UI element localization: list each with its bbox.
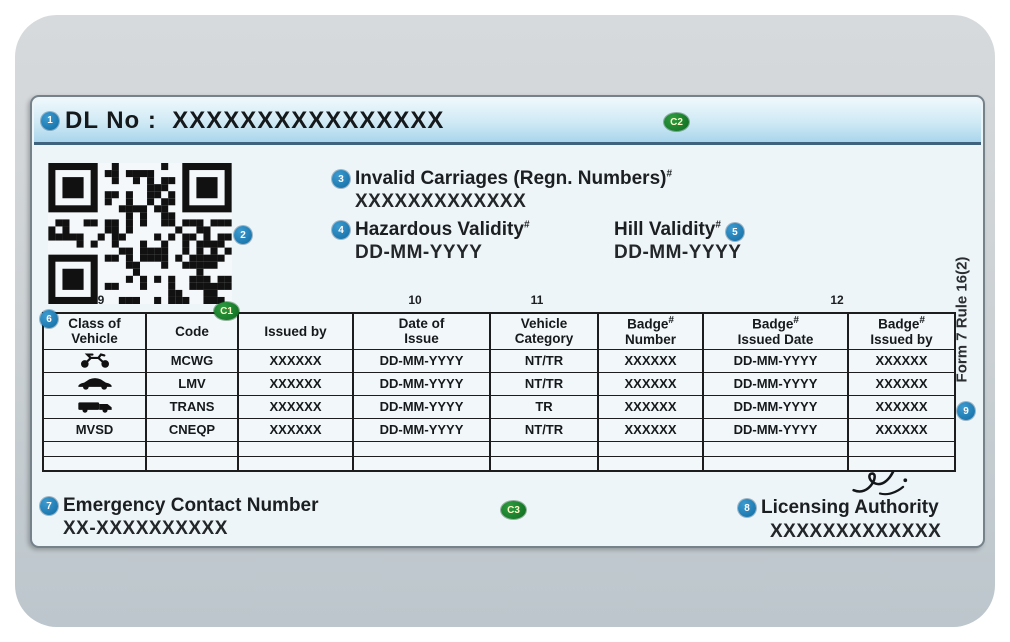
table-row-lmv — [43, 372, 955, 395]
cell-vehicle-class: MVSD — [43, 418, 146, 441]
cell-badge-number: XXXXXX — [598, 372, 703, 395]
cell-issued-by: XXXXXX — [238, 418, 353, 441]
cell-category: NT/TR — [490, 349, 598, 372]
badge-c2: C2 — [664, 113, 689, 131]
table-empty-cell — [490, 441, 598, 456]
cell-date-of-issue: DD-MM-YYYY — [353, 418, 490, 441]
badge-5: 5 — [726, 223, 744, 241]
table-empty-cell — [238, 441, 353, 456]
licensing-authority-value: XXXXXXXXXXXXX — [770, 521, 942, 542]
cell-code: MCWG — [146, 349, 238, 372]
badge-c3: C3 — [501, 501, 526, 519]
table-header-row — [43, 313, 955, 349]
ref-number-11: 11 — [530, 293, 544, 307]
qr-code — [48, 163, 232, 304]
car-icon — [43, 372, 146, 395]
emergency-contact-value: XX-XXXXXXXXXX — [63, 518, 228, 539]
form-rule-note: Form 7 Rule 16(2) — [953, 256, 971, 382]
table-row-trans — [43, 395, 955, 418]
badge-7: 7 — [40, 497, 58, 515]
table-empty-cell — [703, 456, 848, 471]
motorcycle-icon — [43, 349, 146, 372]
badge-6: 6 — [40, 310, 58, 328]
table-empty-cell — [703, 441, 848, 456]
table-empty-cell — [598, 456, 703, 471]
badge-2: 2 — [234, 226, 252, 244]
invalid-carriages-row — [332, 168, 672, 190]
cell-badge-issued-date: DD-MM-YYYY — [703, 395, 848, 418]
hazardous-validity-label: Hazardous Validity# — [355, 219, 530, 240]
invalid-carriages-value: XXXXXXXXXXXXX — [355, 191, 527, 212]
truck-icon — [43, 395, 146, 418]
col-badge-issued-by: Badge# Issued by — [848, 313, 955, 349]
dl-number-value: XXXXXXXXXXXXXXXX — [172, 106, 445, 134]
licensing-authority-label: Licensing Authority — [761, 497, 939, 518]
badge-9: 9 — [957, 402, 975, 420]
dl-number-band — [34, 99, 981, 145]
cell-issued-by: XXXXXX — [238, 395, 353, 418]
cell-category: NT/TR — [490, 418, 598, 441]
driving-licence-card — [30, 95, 985, 548]
table-empty-cell — [490, 456, 598, 471]
table-empty-row — [43, 441, 955, 456]
cell-badge-issued-date: DD-MM-YYYY — [703, 418, 848, 441]
cell-issued-by: XXXXXX — [238, 349, 353, 372]
cell-date-of-issue: DD-MM-YYYY — [353, 372, 490, 395]
signature-icon — [847, 467, 913, 498]
badge-4: 4 — [332, 221, 350, 239]
dl-number-label: DL No : XXXXXXXXXXXXXXXX — [65, 106, 445, 134]
licensing-authority-row — [738, 497, 939, 519]
table-row-mvsd — [43, 418, 955, 441]
cell-category: TR — [490, 395, 598, 418]
table-empty-cell — [238, 456, 353, 471]
table-empty-cell — [848, 441, 955, 456]
table-empty-cell — [598, 441, 703, 456]
hazardous-validity-value: DD-MM-YYYY — [355, 242, 483, 263]
col-badge-number: Badge# Number — [598, 313, 703, 349]
ref-number-9: 9 — [97, 293, 105, 307]
table-empty-cell — [43, 441, 146, 456]
col-class-of-vehicle: Class of Vehicle — [43, 313, 146, 349]
emergency-contact-row — [40, 495, 319, 517]
cell-category: NT/TR — [490, 372, 598, 395]
table-empty-cell — [43, 456, 146, 471]
cell-badge-issued-by: XXXXXX — [848, 418, 955, 441]
ref-number-10: 10 — [408, 293, 422, 307]
hill-validity-row — [614, 219, 744, 241]
col-issued-by: Issued by — [238, 313, 353, 349]
table-empty-cell — [146, 441, 238, 456]
table-empty-row — [43, 456, 955, 471]
hill-validity-value: DD-MM-YYYY — [614, 242, 742, 263]
emergency-contact-label: Emergency Contact Number — [63, 495, 319, 516]
cell-date-of-issue: DD-MM-YYYY — [353, 395, 490, 418]
cell-badge-issued-by: XXXXXX — [848, 349, 955, 372]
badge-3: 3 — [332, 170, 350, 188]
cell-badge-number: XXXXXX — [598, 418, 703, 441]
ref-number-12: 12 — [830, 293, 844, 307]
col-badge-issued-date: Badge# Issued Date — [703, 313, 848, 349]
invalid-carriages-label: Invalid Carriages (Regn. Numbers)# — [355, 168, 673, 189]
cell-badge-issued-date: DD-MM-YYYY — [703, 372, 848, 395]
badge-c1: C1 — [214, 302, 239, 320]
table-row-mcwg — [43, 349, 955, 372]
cell-date-of-issue: DD-MM-YYYY — [353, 349, 490, 372]
cell-code: CNEQP — [146, 418, 238, 441]
cell-badge-number: XXXXXX — [598, 395, 703, 418]
badge-8: 8 — [738, 499, 756, 517]
badge-1: 1 — [41, 112, 59, 130]
table-empty-cell — [146, 456, 238, 471]
cell-badge-issued-by: XXXXXX — [848, 395, 955, 418]
col-date-of-issue: Date of Issue — [353, 313, 490, 349]
cell-badge-issued-date: DD-MM-YYYY — [703, 349, 848, 372]
table-empty-cell — [353, 456, 490, 471]
cell-code: TRANS — [146, 395, 238, 418]
cell-issued-by: XXXXXX — [238, 372, 353, 395]
cell-code: LMV — [146, 372, 238, 395]
col-code: Code — [146, 313, 238, 349]
vehicle-class-table — [42, 312, 956, 472]
cell-badge-number: XXXXXX — [598, 349, 703, 372]
table-empty-cell — [353, 441, 490, 456]
hazardous-validity-row — [332, 219, 530, 241]
col-vehicle-category: Vehicle Category — [490, 313, 598, 349]
cell-badge-issued-by: XXXXXX — [848, 372, 955, 395]
hill-validity-label: Hill Validity# — [614, 219, 721, 240]
